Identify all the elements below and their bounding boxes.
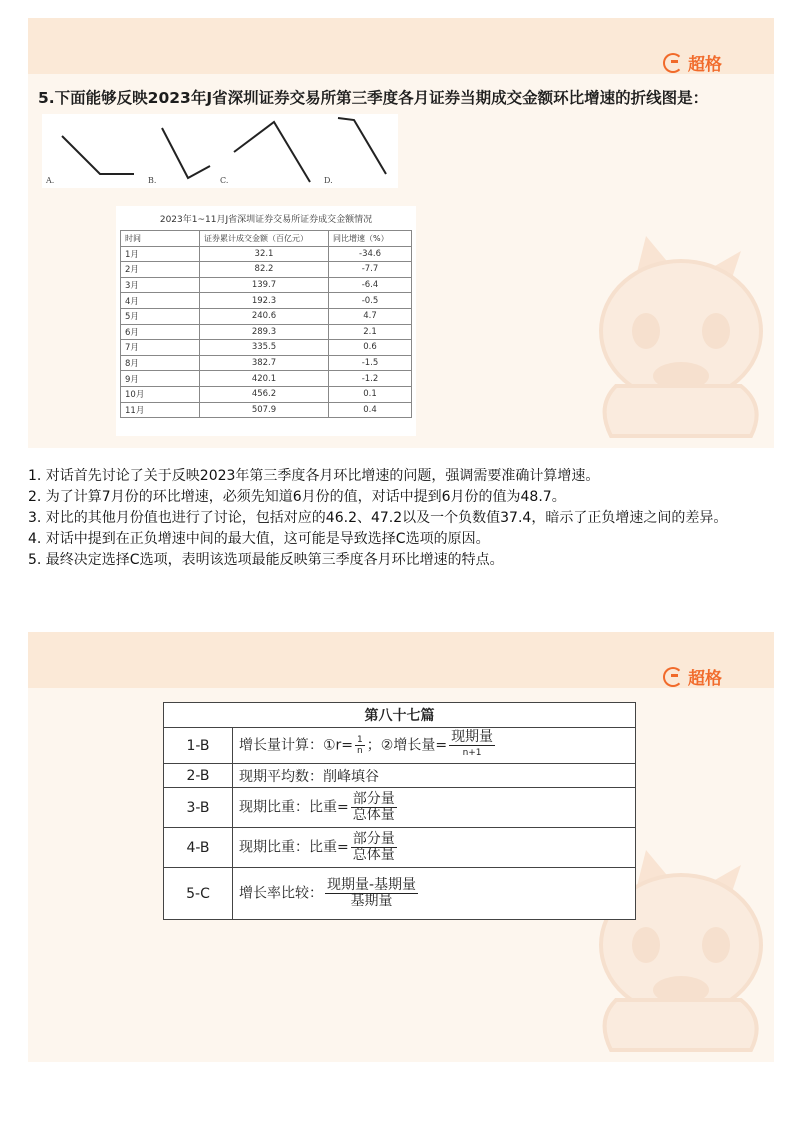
explanation-text: 增长量计算：①r= xyxy=(239,737,354,754)
summary-item: 3. 对比的其他月份值也进行了讨论，包括对应的46.2、47.2以及一个负数值37.4，暗示了正负增速之间的差异。 xyxy=(28,510,728,526)
explanation-text: 现期比重：比重= xyxy=(239,839,349,856)
option-b-line xyxy=(162,128,210,178)
explanation-text: ；②增长量= xyxy=(366,737,448,754)
answer-key-header-row xyxy=(164,703,636,728)
cell-growth: -1.5 xyxy=(329,355,412,371)
answer-options xyxy=(42,114,398,188)
data-table-title: 2023年1~11月J省深圳证券交易所证券成交金额情况 xyxy=(159,215,373,225)
cell-month: 9月 xyxy=(121,371,200,387)
cell-growth: 2.1 xyxy=(329,324,412,340)
answer-cell: 4-B xyxy=(164,828,233,868)
answer-key-title: 第八十七篇 xyxy=(164,703,636,728)
cell-month: 11月 xyxy=(121,402,200,418)
cell-growth: -34.6 xyxy=(329,246,412,262)
explanation-cell xyxy=(233,828,636,868)
brand-logo-icon xyxy=(663,667,683,687)
answer-key-table xyxy=(163,702,636,920)
answer-cell: 3-B xyxy=(164,788,233,828)
cell-month: 8月 xyxy=(121,355,200,371)
cell-month: 10月 xyxy=(121,386,200,402)
cell-amount: 139.7 xyxy=(200,277,329,293)
brand-mark xyxy=(663,664,722,689)
fraction-denominator: 基期量 xyxy=(350,893,393,909)
fraction-denominator: n xyxy=(357,746,363,756)
option-a-label[interactable]: A. xyxy=(46,176,55,185)
cell-amount: 32.1 xyxy=(200,246,329,262)
option-b-label[interactable]: B. xyxy=(148,176,157,185)
summary-list xyxy=(28,466,774,571)
cell-growth: -7.7 xyxy=(329,262,412,278)
fraction xyxy=(351,792,397,823)
brand-mark xyxy=(663,50,722,75)
fraction xyxy=(449,730,495,761)
option-c-label[interactable]: C. xyxy=(220,176,229,185)
cell-growth: -0.5 xyxy=(329,293,412,309)
cell-growth: 0.1 xyxy=(329,386,412,402)
cell-month: 2月 xyxy=(121,262,200,278)
fraction-numerator: 现期量 xyxy=(451,729,494,745)
summary-item: 4. 对话中提到在正负增速中间的最大值，这可能是导致选择C选项的原因。 xyxy=(28,531,490,547)
table-row xyxy=(121,402,412,418)
answer-cell: 2-B xyxy=(164,764,233,788)
fraction-numerator: 现期量-基期量 xyxy=(327,877,417,893)
cell-month: 4月 xyxy=(121,293,200,309)
fraction-denominator: 总体量 xyxy=(352,847,395,863)
fraction-denominator: n+1 xyxy=(462,748,482,758)
table-row xyxy=(164,764,636,788)
fraction xyxy=(351,832,397,863)
table-row xyxy=(121,340,412,356)
cell-month: 6月 xyxy=(121,324,200,340)
summary-item: 2. 为了计算7月份的环比增速，必须先知道6月份的值，对话中提到6月份的值为48.7。 xyxy=(28,489,566,505)
col-header-growth: 同比增速（%） xyxy=(329,231,412,247)
option-c-line xyxy=(234,122,310,182)
question-text: 5.下面能够反映2023年J省深圳证券交易所第三季度各月证券当期成交金额环比增速的折线图是： xyxy=(38,89,709,107)
fraction-numerator: 部分量 xyxy=(352,791,395,807)
cell-growth: 0.4 xyxy=(329,402,412,418)
summary-item: 5. 最终决定选择C选项，表明该选项最能反映第三季度各月环比增速的特点。 xyxy=(28,552,504,568)
cell-growth: -1.2 xyxy=(329,371,412,387)
explanation-text: 现期比重：比重= xyxy=(239,799,349,816)
cell-amount: 420.1 xyxy=(200,371,329,387)
table-row xyxy=(121,277,412,293)
explanation-cell xyxy=(233,788,636,828)
cell-growth: -6.4 xyxy=(329,277,412,293)
cell-amount: 192.3 xyxy=(200,293,329,309)
fraction-numerator: 部分量 xyxy=(352,831,395,847)
col-header-amount: 证券累计成交金额（百亿元） xyxy=(200,231,329,247)
cell-month: 5月 xyxy=(121,308,200,324)
data-table xyxy=(120,230,412,418)
explanation-cell: 现期平均数：削峰填谷 xyxy=(233,764,636,788)
answer-cell: 5-C xyxy=(164,868,233,920)
table-row xyxy=(164,828,636,868)
cell-amount: 382.7 xyxy=(200,355,329,371)
cell-growth: 4.7 xyxy=(329,308,412,324)
cell-amount: 289.3 xyxy=(200,324,329,340)
table-row xyxy=(121,386,412,402)
table-row xyxy=(121,355,412,371)
option-d-label[interactable]: D. xyxy=(324,176,333,185)
table-row xyxy=(121,262,412,278)
cell-month: 1月 xyxy=(121,246,200,262)
table-row xyxy=(121,293,412,309)
mascot-watermark-icon xyxy=(576,236,774,448)
data-table-card xyxy=(116,206,416,436)
cell-growth: 0.6 xyxy=(329,340,412,356)
cell-amount: 335.5 xyxy=(200,340,329,356)
fraction xyxy=(355,735,365,756)
table-row xyxy=(164,728,636,764)
cell-amount: 82.2 xyxy=(200,262,329,278)
fraction xyxy=(325,878,418,909)
option-a-line xyxy=(62,136,134,174)
answer-key-card xyxy=(163,702,636,920)
cell-amount: 507.9 xyxy=(200,402,329,418)
data-table-header-row xyxy=(121,231,412,247)
option-d-line xyxy=(338,118,386,174)
table-row xyxy=(164,868,636,920)
table-row xyxy=(121,324,412,340)
fraction-denominator: 总体量 xyxy=(352,807,395,823)
fraction-numerator: 1 xyxy=(357,735,363,745)
table-row xyxy=(121,308,412,324)
col-header-month: 时间 xyxy=(121,231,200,247)
cell-amount: 240.6 xyxy=(200,308,329,324)
brand-name: 超格 xyxy=(688,669,722,689)
answer-cell: 1-B xyxy=(164,728,233,764)
cell-month: 7月 xyxy=(121,340,200,356)
brand-logo-icon xyxy=(663,53,683,73)
table-row xyxy=(164,788,636,828)
cell-month: 3月 xyxy=(121,277,200,293)
explanation-text: 增长率比较： xyxy=(239,885,323,902)
brand-name: 超格 xyxy=(688,55,722,75)
explanation-cell xyxy=(233,728,636,764)
explanation-cell xyxy=(233,868,636,920)
table-row xyxy=(121,246,412,262)
summary-item: 1. 对话首先讨论了关于反映2023年第三季度各月环比增速的问题，强调需要准确计算增速。 xyxy=(28,468,600,484)
table-row xyxy=(121,371,412,387)
cell-amount: 456.2 xyxy=(200,386,329,402)
